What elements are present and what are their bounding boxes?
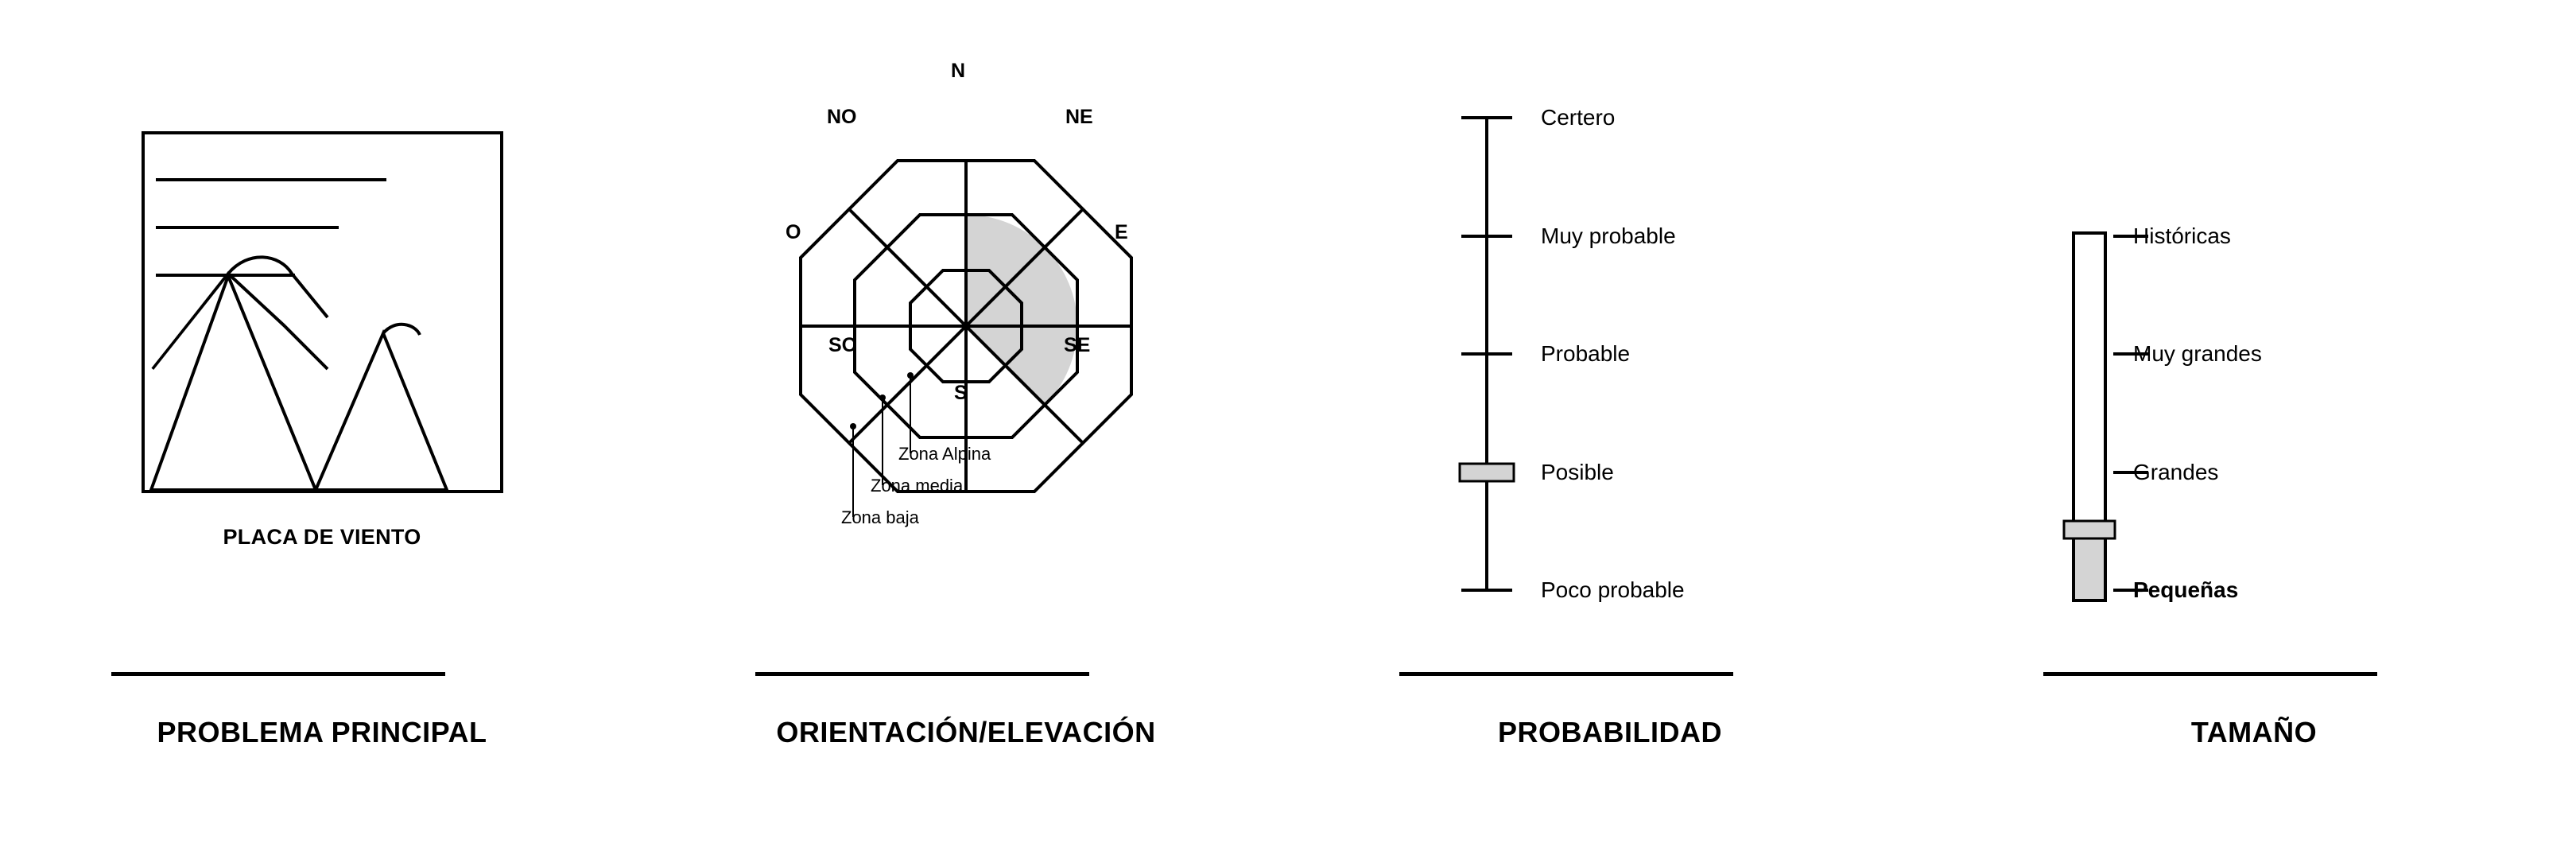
panel-caption: PLACA DE VIENTO [223, 525, 421, 549]
probability-label-muy-probable: Muy probable [1541, 223, 1676, 248]
probability-label-posible: Posible [1541, 460, 1614, 484]
panel-probabilidad [1288, 0, 1932, 859]
panel-orientacion-elevacion [644, 0, 1288, 859]
panel-problema-principal [0, 0, 644, 859]
size-label-grandes: Grandes [2133, 460, 2219, 484]
probability-label-poco-probable: Poco probable [1541, 577, 1685, 602]
panel-tamano [1932, 0, 2576, 859]
compass-rose-icon [644, 60, 1288, 581]
panel-title: ORIENTACIÓN/ELEVACIÓN [776, 716, 1156, 748]
zone-label-baja: Zona baja [841, 507, 919, 527]
direction-label-no: NO [827, 106, 857, 128]
direction-label-ne: NE [1065, 106, 1093, 128]
zone-label-media: Zona media [871, 476, 964, 496]
size-label-historicas: Históricas [2133, 223, 2231, 248]
probability-label-certero: Certero [1541, 105, 1616, 130]
direction-label-so: SO [828, 334, 858, 356]
panel-divider [755, 672, 1089, 676]
panel-title: PROBLEMA PRINCIPAL [157, 716, 487, 748]
size-label-pequenas: Pequeñas [2133, 577, 2239, 602]
direction-label-n: N [951, 60, 966, 82]
direction-label-se: SE [1064, 334, 1091, 356]
direction-label-o: O [786, 221, 801, 243]
mountain-shape [145, 134, 503, 493]
panel-title: PROBABILIDAD [1498, 716, 1722, 748]
panel-divider [2043, 672, 2377, 676]
size-label-muy-grandes: Muy grandes [2133, 341, 2262, 366]
wind-slab-icon [142, 131, 503, 493]
zone-label-alpina: Zona Alpina [898, 444, 991, 464]
direction-label-s: S [954, 382, 968, 404]
direction-label-e: E [1115, 221, 1128, 243]
size-gauge-icon [1932, 0, 2576, 652]
panel-divider [1399, 672, 1733, 676]
probability-label-probable: Probable [1541, 341, 1631, 366]
panel-title: TAMAÑO [2190, 716, 2318, 748]
probability-scale-icon [1288, 0, 1932, 652]
panel-divider [111, 672, 445, 676]
